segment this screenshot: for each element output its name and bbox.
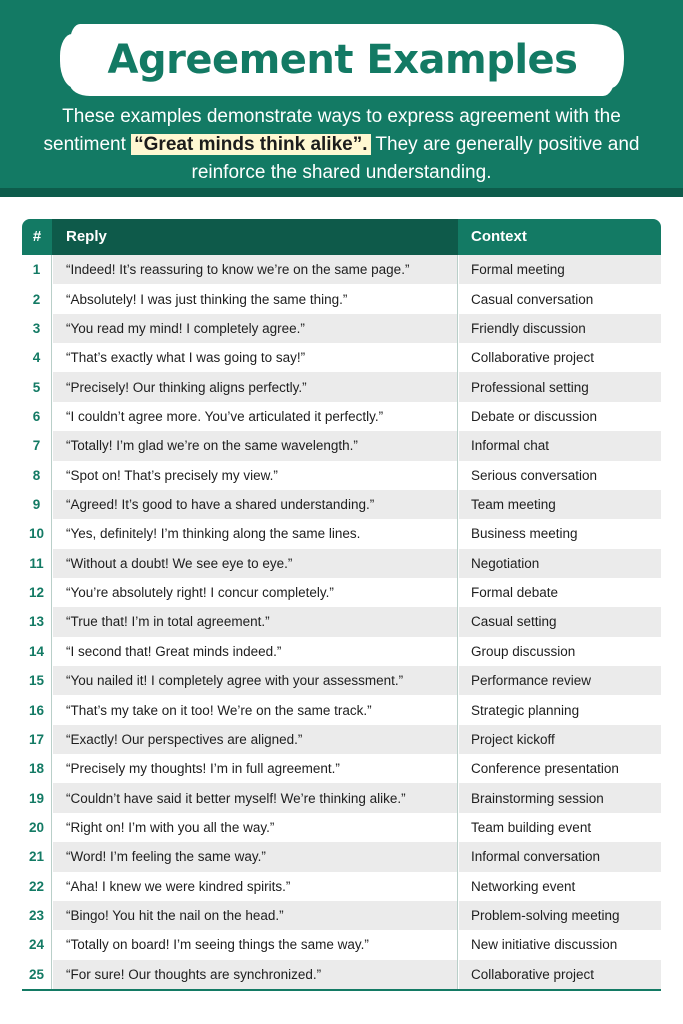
intro-text-part2: They are generally positive and reinforce the shared understanding. <box>191 134 640 183</box>
row-reply: “Without a doubt! We see eye to eye.” <box>53 549 458 578</box>
column-header-reply: Reply <box>52 219 458 255</box>
row-context: Informal chat <box>459 431 661 460</box>
table-header <box>22 219 661 255</box>
row-context: Negotiation <box>459 549 661 578</box>
row-reply: “You read my mind! I completely agree.” <box>53 314 458 343</box>
row-context: Team meeting <box>459 490 661 519</box>
table-row <box>22 725 661 754</box>
row-number: 18 <box>22 754 52 783</box>
row-context: New initiative discussion <box>471 937 618 953</box>
row-context: Conference presentation <box>471 761 619 777</box>
row-reply: “Absolutely! I was just thinking the same thing.” <box>53 284 458 313</box>
table-row <box>22 637 661 666</box>
column-header-number: # <box>32 228 42 245</box>
row-reply: “Indeed! It’s reassuring to know we’re on the same page.” <box>53 255 458 284</box>
table-row <box>22 695 661 724</box>
row-context: Professional setting <box>459 372 661 401</box>
row-reply: “You nailed it! I completely agree with your assessment.” <box>53 666 458 695</box>
row-context: Casual setting <box>459 607 661 636</box>
row-reply: “You’re absolutely right! I concur completely.” <box>53 578 458 607</box>
row-number: 16 <box>22 695 52 724</box>
row-number: 12 <box>22 578 52 607</box>
row-context: Networking event <box>471 878 576 894</box>
row-reply: “True that! I’m in total agreement.” <box>53 607 458 636</box>
row-reply: “Precisely! Our thinking aligns perfectly.” <box>53 372 458 401</box>
table-row <box>22 519 661 548</box>
intro-text <box>40 103 643 187</box>
row-context: Formal meeting <box>459 255 661 284</box>
row-context: Casual conversation <box>471 291 594 307</box>
row-context: Serious conversation <box>471 467 598 483</box>
row-reply: “Totally! I’m glad we’re on the same wavelength.” <box>53 431 458 460</box>
table-row <box>22 783 661 812</box>
column-header-context: Context <box>471 228 527 245</box>
row-context: Team building event <box>471 820 592 835</box>
table-row <box>22 842 661 871</box>
row-number: 25 <box>22 960 52 989</box>
row-reply: “Bingo! You hit the nail on the head.” <box>53 901 458 930</box>
table-row <box>22 813 661 842</box>
table-row <box>22 343 661 372</box>
row-reply: “Spot on! That’s precisely my view.” <box>53 461 458 490</box>
page-title: Agreement Examples <box>107 37 578 83</box>
table-row <box>22 402 661 431</box>
row-context: Informal conversation <box>459 842 661 871</box>
row-reply: “Word! I’m feeling the same way.” <box>53 842 458 871</box>
table-row <box>22 960 661 989</box>
row-reply: “Aha! I knew we were kindred spirits.” <box>53 872 458 901</box>
row-reply: “Precisely my thoughts! I’m in full agreement.” <box>53 754 458 783</box>
row-context: Collaborative project <box>459 960 661 989</box>
table-row <box>22 754 661 783</box>
table-row <box>22 490 661 519</box>
row-number: 15 <box>22 666 52 695</box>
row-number: 7 <box>22 431 52 460</box>
header-banner <box>0 0 683 188</box>
row-reply: “Totally on board! I’m seeing things the same way.” <box>53 930 458 959</box>
row-number: 24 <box>22 930 52 959</box>
row-number: 22 <box>22 872 52 901</box>
row-context: Debate or discussion <box>471 408 598 424</box>
row-reply: “Exactly! Our perspectives are aligned.” <box>53 725 458 754</box>
row-context: Brainstorming session <box>459 783 661 812</box>
row-context: Friendly discussion <box>459 314 661 343</box>
row-context: Business meeting <box>471 526 578 542</box>
row-reply: “For sure! Our thoughts are synchronized.” <box>53 960 458 989</box>
row-number: 8 <box>22 461 52 490</box>
row-number: 5 <box>22 372 52 401</box>
table-row <box>22 372 661 401</box>
row-reply: “That’s my take on it too! We’re on the same track.” <box>53 695 458 724</box>
table-row <box>22 930 661 959</box>
row-context: Formal debate <box>471 585 559 601</box>
row-number: 4 <box>22 343 52 372</box>
table-row <box>22 872 661 901</box>
row-number: 2 <box>22 284 52 313</box>
row-number: 14 <box>22 637 52 666</box>
row-context: Strategic planning <box>471 702 580 718</box>
table-row <box>22 461 661 490</box>
table-row <box>22 666 661 695</box>
row-reply: “Couldn’t have said it better myself! We’re thinking alike.” <box>53 783 458 812</box>
row-reply: “I second that! Great minds indeed.” <box>53 637 458 666</box>
row-reply: “That’s exactly what I was going to say!” <box>53 343 458 372</box>
row-context: Collaborative project <box>471 350 595 366</box>
examples-table <box>22 219 661 991</box>
table-row <box>22 901 661 930</box>
intro-text-part1: These examples demonstrate ways to express agreement with the sentiment <box>43 106 621 155</box>
row-context: Problem-solving meeting <box>459 901 661 930</box>
row-number: 10 <box>22 519 52 548</box>
table-body <box>22 255 661 991</box>
row-reply: “Agreed! It’s good to have a shared understanding.” <box>53 490 458 519</box>
row-reply: “Yes, definitely! I’m thinking along the same lines. <box>53 519 458 548</box>
row-context: Performance review <box>459 666 661 695</box>
row-number: 21 <box>22 842 52 871</box>
intro-highlight-quote: “Great minds think alike”. <box>131 134 370 155</box>
table-row <box>22 314 661 343</box>
table-row <box>22 549 661 578</box>
row-context: Project kickoff <box>459 725 661 754</box>
table-row <box>22 578 661 607</box>
row-number: 9 <box>22 490 52 519</box>
table-row <box>22 284 661 313</box>
row-number: 20 <box>22 813 52 842</box>
table-row <box>22 431 661 460</box>
row-number: 6 <box>22 402 52 431</box>
row-number: 3 <box>22 314 52 343</box>
row-context: Group discussion <box>471 643 576 659</box>
table-row <box>22 607 661 636</box>
row-number: 13 <box>22 607 52 636</box>
header-divider-strip <box>0 188 683 197</box>
row-number: 17 <box>22 725 52 754</box>
table-row <box>22 255 661 284</box>
row-number: 23 <box>22 901 52 930</box>
row-reply: “I couldn’t agree more. You’ve articulated it perfectly.” <box>53 402 458 431</box>
row-number: 1 <box>22 255 52 284</box>
row-reply: “Right on! I’m with you all the way.” <box>53 813 458 842</box>
row-number: 11 <box>22 549 52 578</box>
row-number: 19 <box>22 783 52 812</box>
